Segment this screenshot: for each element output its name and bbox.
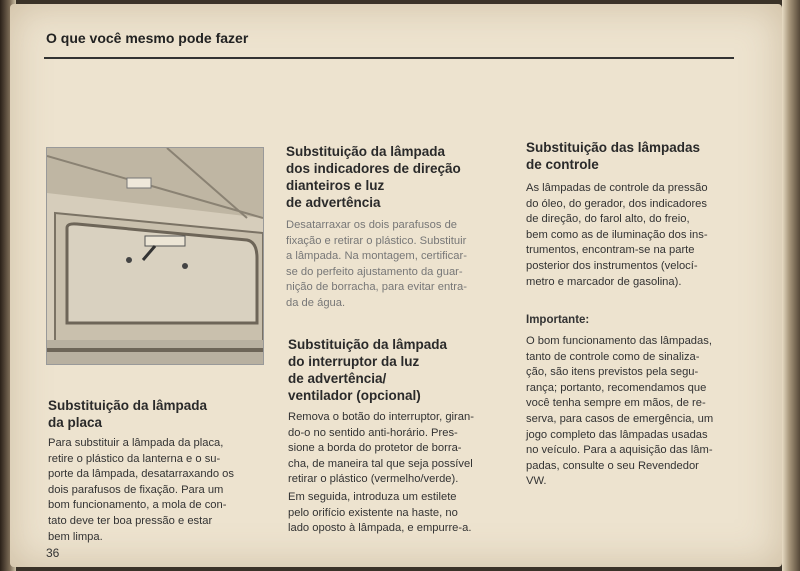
section-body-direcao xyxy=(286,218,508,312)
importante-body xyxy=(526,334,750,490)
page-number: 36 xyxy=(46,546,60,560)
text-line: Para substituir a lâmpada da placa, xyxy=(48,437,224,449)
text-line: fixação e retirar o plástico. Substituir xyxy=(286,234,467,247)
text-line: As lâmpadas de controle da pressão xyxy=(526,182,708,194)
text-line: Desatarraxar os dois parafusos de xyxy=(286,219,458,231)
page-edge xyxy=(782,0,800,571)
text-line: sione a borda do protetor de borra- xyxy=(288,442,462,455)
text-line: a lâmpada. Na montagem, certificar- xyxy=(286,250,467,263)
text-line: Remova o botão do interruptor, giran- xyxy=(288,411,474,423)
text-line: do-o no sentido anti-horário. Pres- xyxy=(288,426,458,439)
license-plate-lamp-photo xyxy=(46,147,264,365)
title-line: dos indicadores de direção xyxy=(286,161,461,176)
text-line: tanto de controle como de sinaliza- xyxy=(526,350,700,363)
text-line: você tenha sempre em mãos, de re- xyxy=(526,397,706,410)
text-line: bem como as de iluminação dos ins- xyxy=(526,228,708,241)
text-line: retire o plástico da lanterna e o su- xyxy=(48,452,221,465)
text-line: pelo orifício existente na haste, no xyxy=(288,506,458,519)
text-line: da de água. xyxy=(286,296,346,309)
section-title-interruptor xyxy=(288,336,447,404)
header-rule xyxy=(44,57,734,59)
title-line: Substituição da lâmpada xyxy=(286,144,446,159)
section-body-controle xyxy=(526,181,750,290)
title-line: dianteiros e luz xyxy=(286,178,385,193)
text-line: bom funcionamento, a mola de con- xyxy=(48,499,227,512)
title-line: de advertência xyxy=(286,195,381,210)
section-title-placa-line1: Substituição da lâmpada xyxy=(48,398,208,413)
importante-label: Importante: xyxy=(526,314,590,326)
section-title-direcao xyxy=(286,143,461,211)
text-line: metro e marcador de gasolina). xyxy=(526,275,682,288)
text-line: se do perfeito ajustamento da guar- xyxy=(286,265,463,278)
text-line: cha, de maneira tal que seja possível xyxy=(288,457,473,470)
text-line: do óleo, do gerador, dos indicadores xyxy=(526,197,707,210)
text-line: no veículo. Para a aquisição das lâm- xyxy=(526,444,713,457)
text-line: O bom funcionamento das lâmpadas, xyxy=(526,335,712,347)
text-line: porte da lâmpada, desatarraxando os xyxy=(48,468,234,481)
text-line: ção, são itens previstos pela segu- xyxy=(526,366,699,379)
text-line: lado oposto à lâmpada, e empurre-a. xyxy=(288,522,472,535)
text-line: Em seguida, introduza um estilete xyxy=(288,491,457,503)
section-title-placa xyxy=(48,397,207,431)
text-line: dois parafusos de fixação. Para um xyxy=(48,483,224,496)
title-line: ventilador (opcional) xyxy=(288,388,421,403)
page-header: O que você mesmo pode fazer xyxy=(46,30,249,46)
text-line: tato deve ter boa pressão e estar xyxy=(48,514,213,527)
title-line: do interruptor da luz xyxy=(288,354,420,369)
title-line: de advertência/ xyxy=(288,371,387,386)
section-body-placa xyxy=(48,436,268,545)
section-body-interruptor-2 xyxy=(288,490,510,537)
text-line: jogo completo das lâmpadas usadas xyxy=(526,428,708,441)
text-line: retirar o plástico (vermelho/verde). xyxy=(288,473,459,486)
text-line: serva, para casos de emergência, um xyxy=(526,412,714,425)
text-line: VW. xyxy=(526,475,547,488)
text-line: padas, consulte o seu Revendedor xyxy=(526,459,699,472)
title-line: de controle xyxy=(526,157,599,172)
section-body-interruptor xyxy=(288,410,510,488)
text-line: de direção, do farol alto, do freio, xyxy=(526,213,690,226)
section-title-controle xyxy=(526,139,700,173)
text-line: rança; portanto, recomendamos que xyxy=(526,381,707,394)
title-line: Substituição das lâmpadas xyxy=(526,140,701,155)
section-title-placa-line2: da placa xyxy=(48,415,103,430)
text-line: bem limpa. xyxy=(48,530,103,543)
title-line: Substituição da lâmpada xyxy=(288,337,448,352)
text-line: trumentos, encontram-se na parte xyxy=(526,244,695,257)
text-line: posterior dos instrumentos (velocí- xyxy=(526,259,698,272)
text-line: nição de borracha, para evitar entra- xyxy=(286,281,467,294)
